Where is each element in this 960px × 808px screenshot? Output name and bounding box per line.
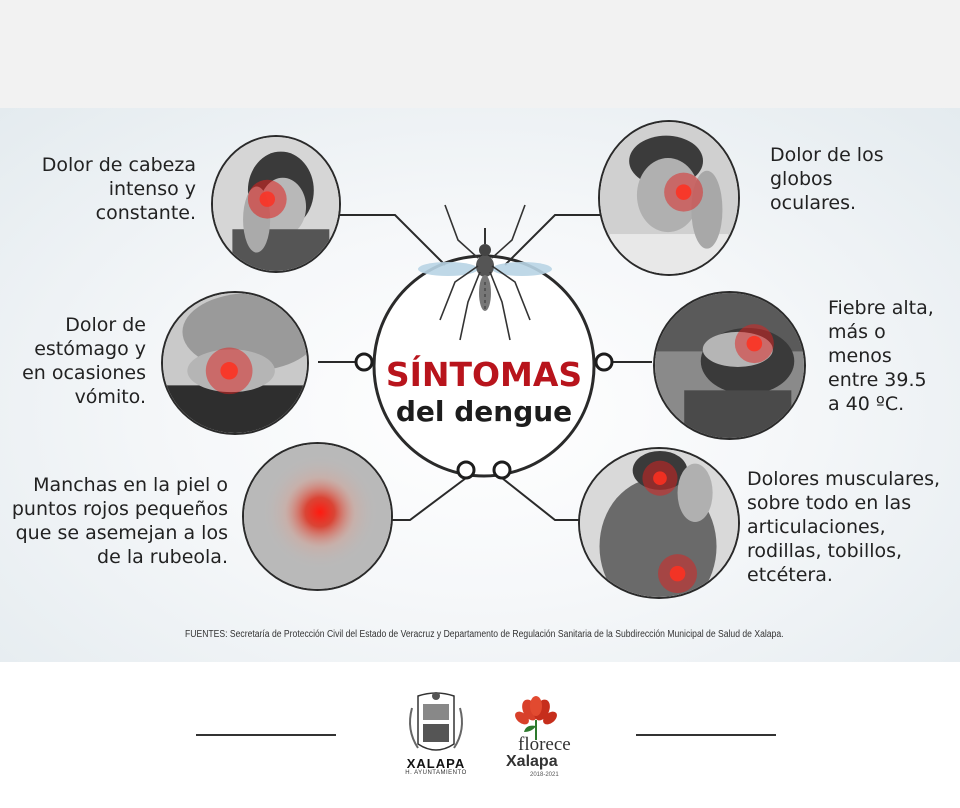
eye-pain-photo xyxy=(598,120,740,276)
stomach-pain-photo xyxy=(161,291,309,435)
symptom-label-eyes: Dolor de los globos oculares. xyxy=(770,144,884,214)
symptom-label-fever: Fiebre alta, más o menos entre 39.5 a 40 ºC. xyxy=(828,297,934,415)
center-title xyxy=(359,255,609,475)
symptom-label-headache: Dolor de cabeza intenso y constante. xyxy=(41,154,196,224)
symptom-label-skin-spots: Manchas en la piel o puntos rojos pequeños que se asemejan a los de la rubeola. xyxy=(11,474,228,568)
footer-divider-left xyxy=(196,734,336,736)
florece-logo-word: florece xyxy=(518,734,571,755)
xalapa-logo-subtitle: H. AYUNTAMIENTO xyxy=(405,770,467,776)
symptom-label-muscle: Dolores musculares, sobre todo en las articulaciones, rodillas, tobillos, etcétera. xyxy=(747,468,941,586)
florece-logo-years: 2018-2021 xyxy=(530,772,559,778)
fever-photo xyxy=(653,291,806,440)
skin-rash-photo xyxy=(242,442,393,591)
title-sintomas: SÍNTOMAS xyxy=(385,355,583,394)
xalapa-logo-name: XALAPA xyxy=(406,756,466,771)
florece-logo-city: Xalapa xyxy=(506,753,558,770)
footer xyxy=(0,662,960,808)
footer-divider-right xyxy=(636,734,776,736)
muscle-pain-photo xyxy=(578,447,740,599)
symptom-label-stomach: Dolor de estómago y en ocasiones vómito. xyxy=(22,314,146,408)
headache-photo xyxy=(211,135,341,273)
sources-note: FUENTES: Secretaría de Protección Civil del Estado de Veracruz y Departamento de Regulación Sanitaria de la Subdirección Municipal de Salud de Xalapa. xyxy=(185,629,784,640)
title-del-dengue: del dengue xyxy=(395,395,573,428)
